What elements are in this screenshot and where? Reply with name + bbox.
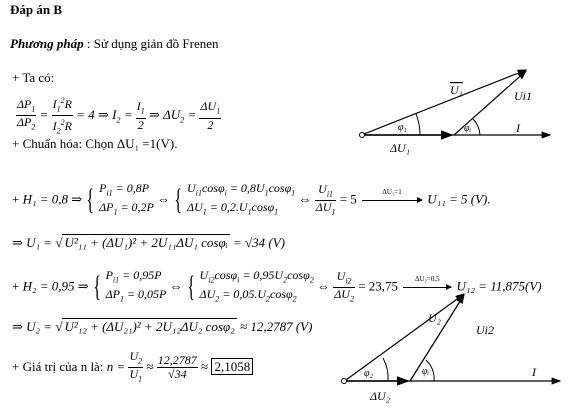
ui2-vector-label: Ui2 xyxy=(476,323,494,337)
phasor-diagram-2 xyxy=(338,288,570,406)
h1-result: U₁₁ = 5 (V). xyxy=(427,191,491,207)
du1-vector-label: ΔU₁ xyxy=(390,141,410,155)
ui1-vector-label: Ui1 xyxy=(514,89,532,103)
ratio-formula: $\frac{\Delta P_1}{\Delta P_2}$ = $\frac{I_1^2R}{I_2^2R}$ = 4 ⇒ $I_2$ = $\frac{I_1}{2}$ ⇒ $\Delta U_2$ = $\frac{\Delta U_1}{2}$ xyxy=(17,96,221,136)
final-line: + Giá trị của n là: n = $\frac{U_2}{U_1}$ ≈ $\frac{12,2787}{√34}$ ≈ 2,1058 xyxy=(12,350,253,386)
u1-result: = √34 (V) xyxy=(232,235,285,250)
h2-arrow-label: ΔU₂=0,5 xyxy=(414,274,440,283)
h2-line: + H₂ = 0,95 ⇒ { $P_{i1} = 0,95P$ $\Delta P_1 = 0,05P$ ⇔ { $U_{i2}\cos\varphi_i = 0,95U_2\cos\varphi_2$ $\Delta U_2 = 0,05.U_2\cos\varphi_2$ ⇔ $\frac{U_{i2}}{\Delta U_2}$ = 23,75 ΔU₂=0,5 U₁₂ = 11,875(V) xyxy=(12,268,542,304)
h2-condition: H₂ = 0,95 ⇒ xyxy=(22,278,89,294)
u2-vector-label: U₂ xyxy=(428,311,441,325)
u2-radicand: U²₁₂ + (ΔU₂₁)² + 2U₁₂ΔU₂ cosφ₂ xyxy=(64,319,235,334)
u2-result: ≈ 12,2787 (V) xyxy=(239,319,313,334)
phasor-diagram-1 xyxy=(340,62,570,157)
u1-line: ⇒ U₁ = √ U²₁₁ + (ΔU₁)² + 2U₁₁ΔU₁ cosφᵢ = √34 (V) xyxy=(12,235,285,250)
phii-label-2: φᵢ xyxy=(422,366,430,377)
i-vector-label-1: I xyxy=(516,121,520,135)
normalize-line: + Chuẩn hóa: Chọn ΔU₁ =1(V). xyxy=(12,136,178,151)
method-line xyxy=(10,36,219,52)
phii-label-1: φᵢ xyxy=(464,123,472,134)
answer-heading: Đáp án B xyxy=(10,2,63,17)
intro-line: + Ta có: xyxy=(12,70,55,85)
h1-ratio: = 5 xyxy=(339,191,357,207)
u2-line: ⇒ U₂ = √ U²₁₂ + (ΔU₂₁)² + 2U₁₂ΔU₂ cosφ₂ ≈ 12,2787 (V) xyxy=(12,319,313,334)
i-vector-label-2: I xyxy=(532,365,536,379)
u1-radicand: U²₁₁ + (ΔU₁)² + 2U₁₁ΔU₁ cosφᵢ xyxy=(64,235,228,250)
u1-vector-label: U₁ xyxy=(450,83,463,97)
du2-vector-label: ΔU₂ xyxy=(370,389,390,403)
h1-line: + H₁ = 0,8 ⇒ { $P_{i1} = 0,8P$ $\Delta P_1 = 0,2P$ ⇔ { $U_{i1}\cos\varphi_i = 0,8U_1\cos\varphi_1$ $\Delta U_1 = 0,2.U_1\cos\varphi_1$ ⇔ $\frac{U_{i1}}{\Delta U_1}$ = 5 ΔU₁=1 U₁₁ = 5 (V). xyxy=(12,181,491,217)
h1-prefix: + xyxy=(12,191,23,207)
h2-prefix: + xyxy=(12,278,23,294)
u1-label: ⇒ U₁ = xyxy=(12,235,53,250)
method-text: : Sử dụng giản đồ Frenen xyxy=(86,36,219,51)
h1-condition: H₁ = 0,8 ⇒ xyxy=(22,191,83,207)
h1-arrow-label: ΔU₁=1 xyxy=(382,187,402,196)
h2-ratio: = 23,75 xyxy=(358,278,399,294)
u2-label: ⇒ U₂ = xyxy=(12,319,53,334)
phi2-label: φ₂ xyxy=(364,368,374,379)
h2-result: U₁₂ = 11,875(V) xyxy=(456,278,542,294)
final-text: + Giá trị của n là: xyxy=(12,358,104,374)
final-answer-box: 2,1058 xyxy=(211,358,253,375)
phi1-label: φ₁ xyxy=(398,122,408,133)
method-label: Phương pháp xyxy=(10,36,84,51)
